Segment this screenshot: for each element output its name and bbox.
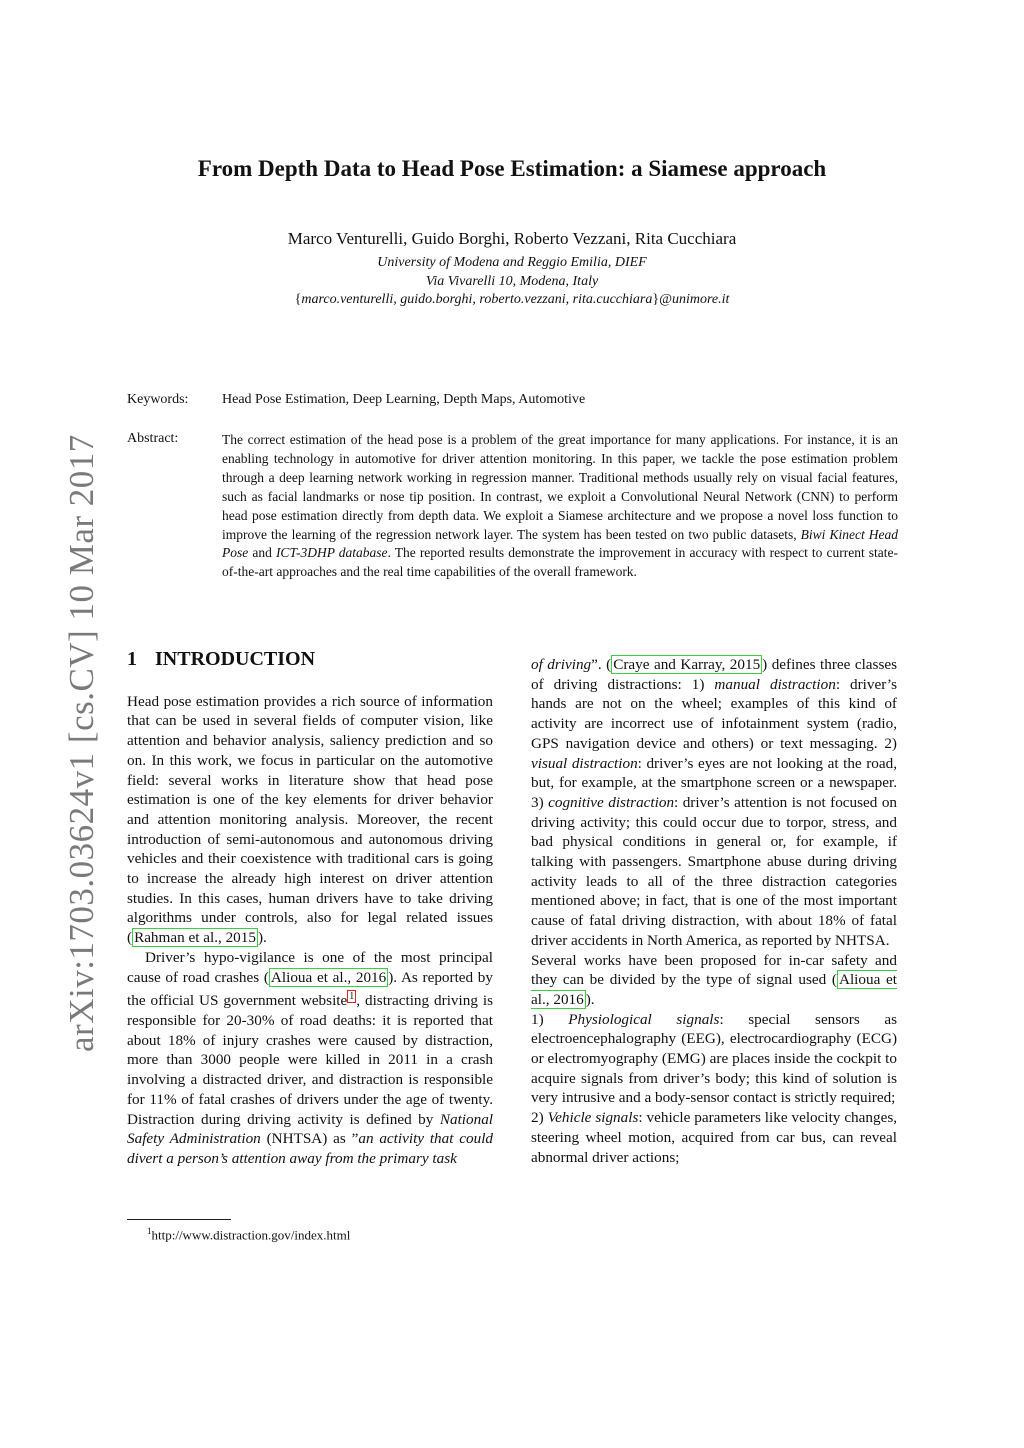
- paper-title: From Depth Data to Head Pose Estimation: a Siamese approach: [197, 156, 827, 181]
- list-item: 1) Physiological signals: special sensors as electroencephalography (EEG), electrocardiography (ECG) or electromyography (EMG) are places inside the cockpit to acquire signals from driver’s body; this kind of solution is very intrusive and a body-sensor contact is strictly required;: [531, 1010, 898, 1107]
- paragraph: Head pose estimation provides a rich source of information that can be used in several fields of computer vision, like attention and behavior analysis, saliency prediction and so on. In this work, we focus in particular on the automotive field: several works in literature show that head pose estimation is one of the key elements for driver behavior and attention monitoring analysis. Moreover, the recent introduction of semi-autonomous and autonomous driving vehicles and their coexistence with traditional cars is going to increase the already high interest on driver attention studies. In this cases, human drivers have to take driving algorithms under controls, also for legal related issues ( Rahman et al., 2015 ).: [127, 692, 493, 947]
- dataset-ict3dhp: ICT-3DHP database: [275, 545, 388, 561]
- list-item: 2) Vehicle signals: vehicle parameters like velocity changes, steering wheel motion, acquired from car bus, can reveal abnormal driver actions;: [531, 1109, 898, 1166]
- email-names: marco.venturelli, guido.borghi, roberto.vezzani, rita.cucchiara: [301, 292, 653, 307]
- paragraph: Several works have been proposed for in-car safety and they can be divided by the type of signal used ( Alioua et al., 2016 ).: [531, 951, 897, 1008]
- arxiv-identifier: arXiv:1703.03624v1 [cs.CV] 10 Mar 2017: [62, 434, 101, 1052]
- author-emails: {marco.venturelli, guido.borghi, roberto.vezzani, rita.cucchiara}@unimore.it: [294, 292, 730, 307]
- paragraph: of driving”. ( Craye and Karray, 2015 ) defines three classes of driving distractions: 1) manual distraction: driver’s hands are not on the wheel; examples of this kind of activity are incorrect use of infotainment system (radio, GPS navigation device and others) or text messaging. 2) visual distraction: driver’s eyes are not looking at the road, but, for example, at the smartphone screen or a newspaper. 3) cognitive distraction: driver’s attention is not focused on driving activity; this could occur due to torpor, stress, and bad physical conditions in general or, for example, if talking with passengers. Smartphone abuse during driving activity leads to all of the three distraction categories mentioned above; in fact, that is one of the most important cause of fatal driving distraction, with about 18% of fatal driver accidents in North America, as reported by NHTSA.: [531, 656, 898, 949]
- abstract: The correct estimation of the head pose is a problem of the great importance for many applications. For instance, it is an enabling technology in automotive for driver attention monitoring. In this paper, we tackle the pose estimation problem through a deep learning network working in regression manner. Traditional methods usually rely on visual facial features, such as facial landmarks or nose tip position. In contrast, we exploit a Convolutional Neural Network (CNN) to perform head pose estimation directly from depth data. We exploit a Siamese architecture and we propose a novel loss function to improve the learning of the regression network layer. The system has been tested on two public datasets, Biwi Kinect Head Pose and ICT-3DHP database. The reported results demonstrate the improvement in accuracy with respect to current state-of-the-art approaches and the real time capabilities of the overall framework.: [222, 432, 899, 580]
- left-column: [127, 650, 493, 1169]
- abstract-label: Abstract:: [127, 431, 179, 446]
- keywords-label: Keywords:: [127, 392, 189, 407]
- footnote-link[interactable]: 1: [349, 991, 355, 1003]
- author-list: Marco Venturelli, Guido Borghi, Roberto Vezzani, Rita Cucchiara: [287, 229, 737, 248]
- citation-craye-2015[interactable]: Craye and Karray, 2015: [613, 656, 761, 673]
- nhtsa-quote: an activity that could divert a person’s attention away from the primary task: [127, 1130, 494, 1167]
- footnote-rule: [127, 1219, 231, 1220]
- citation-rahman-2015[interactable]: Rahman et al., 2015: [134, 929, 256, 947]
- keywords: Head Pose Estimation, Deep Learning, Depth Maps, Automotive: [222, 392, 586, 407]
- section-heading: 1 INTRODUCTION: [127, 648, 316, 670]
- right-column: [531, 655, 897, 1167]
- affiliation: University of Modena and Reggio Emilia, DIEF: [377, 255, 647, 270]
- email-domain: @unimore.it: [659, 292, 730, 307]
- footnote-url[interactable]: http://www.distraction.gov/index.html: [151, 1227, 351, 1243]
- paragraph: Driver’s hypo-vigilance is one of the most principal cause of road crashes ( Alioua et al., 2016 ). As reported by the official US government website $^1$ , distracting driving is responsible for 20-30% of road deaths: it is reported that about 18% of injury crashes were caused by distraction, more than 3000 people were killed in 2011 in a crash involving a distracted driver, and distraction is responsible for 11% of fatal crashes of drivers under the age of twenty. Distraction during driving activity is defined by National Safety Administration (NHTSA) as ”an activity that could divert a person’s attention away from the primary task: [127, 948, 494, 1167]
- dataset-biwi: Biwi Kinect Head Pose: [222, 526, 898, 561]
- footnote: $^1$http://www.distraction.gov/index.html: [147, 1226, 351, 1243]
- citation-alioua-2016[interactable]: Alioua et al., 2016: [531, 971, 897, 1008]
- address: Via Vivarelli 10, Modena, Italy: [425, 274, 599, 289]
- citation-alioua-2016[interactable]: Alioua et al., 2016: [270, 968, 387, 986]
